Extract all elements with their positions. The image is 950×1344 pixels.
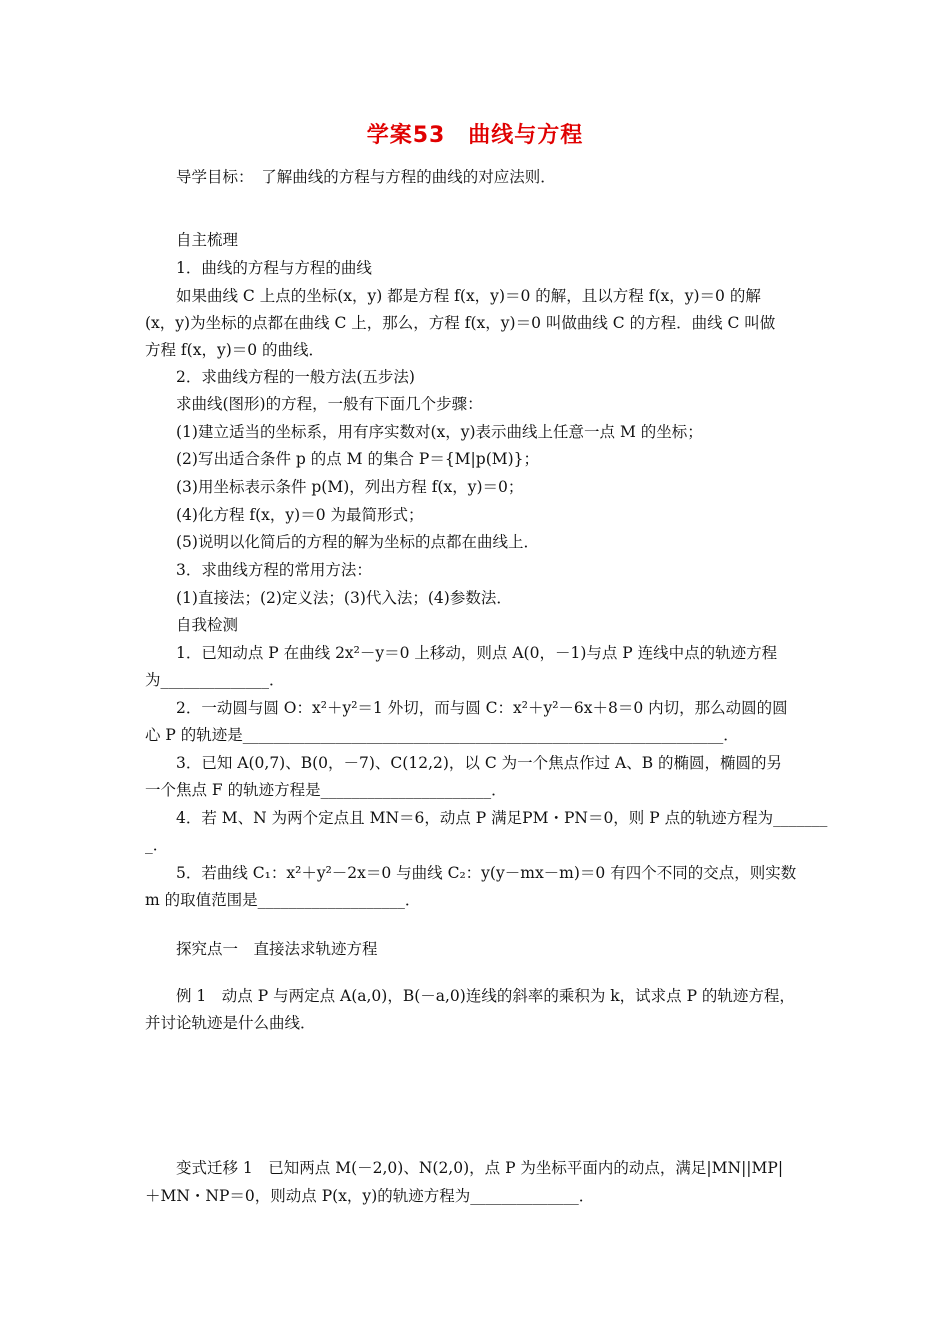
- step-item: (5)说明以化简后的方程的解为坐标的点都在曲线上．: [176, 533, 539, 551]
- exercise-item: 为______________．: [145, 671, 285, 689]
- step-item: (1)建立适当的坐标系，用有序实数对(x，y)表示曲线上任意一点 M 的坐标；: [176, 423, 703, 441]
- text-line: 求曲线(图形)的方程，一般有下面几个步骤：: [176, 395, 483, 413]
- objective-line: 导学目标： 了解曲线的方程与方程的曲线的对应法则．: [176, 168, 556, 186]
- exercise-item: m 的取值范围是___________________．: [145, 891, 421, 909]
- exercise-item: 5．若曲线 C₁：x²＋y²－2x＝0 与曲线 C₂：y(y－mx－m)＝0 有四个不同的交点，则实数: [176, 864, 797, 882]
- exercise-item: 心 P 的轨迹是______________________________________________________________．: [145, 726, 739, 744]
- variant-problem: ＋MN・NP＝0，则动点 P(x，y)的轨迹方程为______________．: [145, 1187, 595, 1205]
- section-heading: 探究点一 直接法求轨迹方程: [176, 940, 378, 958]
- text-line: (1)直接法；(2)定义法；(3)代入法；(4)参数法．: [176, 589, 512, 607]
- example-problem: 并讨论轨迹是什么曲线．: [145, 1014, 316, 1032]
- exercise-item: 2．一动圆与圆 O：x²＋y²＝1 外切，而与圆 C：x²＋y²－6x＋8＝0 内切，那么动圆的圆: [176, 699, 788, 717]
- text-line: (x，y)为坐标的点都在曲线 C 上，那么，方程 f(x，y)＝0 叫做曲线 C 的方程．曲线 C 叫做: [145, 314, 776, 332]
- subsection-heading: 1．曲线的方程与方程的曲线: [176, 259, 372, 277]
- page-title: 学案53 曲线与方程: [366, 123, 584, 148]
- exercise-item: 3．已知 A(0,7)、B(0，－7)、C(12,2)，以 C 为一个焦点作过 A、B 的椭圆，椭圆的另: [176, 754, 783, 772]
- subsection-heading: 2．求曲线方程的一般方法(五步法): [176, 368, 415, 386]
- subsection-heading: 3．求曲线方程的常用方法：: [176, 561, 372, 579]
- step-item: (3)用坐标表示条件 p(M)，列出方程 f(x，y)＝0；: [176, 478, 524, 496]
- example-problem: 例 1 动点 P 与两定点 A(a,0)，B(－a,0)连线的斜率的乘积为 k，试求点 P 的轨迹方程，: [176, 987, 795, 1005]
- exercise-item: 一个焦点 F 的轨迹方程是______________________．: [145, 781, 507, 799]
- exercise-item: 4．若 M、N 为两个定点且 MN＝6，动点 P 满足PM・PN＝0，则 P 点的轨迹方程为_______: [176, 809, 828, 827]
- text-line: 方程 f(x，y)＝0 的曲线．: [145, 341, 325, 359]
- step-item: (2)写出适合条件 p 的点 M 的集合 P＝{M|p(M)}；: [176, 450, 540, 468]
- step-item: (4)化方程 f(x，y)＝0 为最简形式；: [176, 506, 424, 524]
- exercise-item: _．: [145, 836, 169, 854]
- exercise-item: 1．已知动点 P 在曲线 2x²－y＝0 上移动，则点 A(0，－1)与点 P 连线中点的轨迹方程: [176, 644, 778, 662]
- section-heading: 自我检测: [176, 616, 239, 634]
- section-heading: 自主梳理: [176, 231, 239, 249]
- text-line: 如果曲线 C 上点的坐标(x，y) 都是方程 f(x，y)＝0 的解，且以方程 f(x，y)＝0 的解: [176, 287, 761, 305]
- variant-problem: 变式迁移 1 已知两点 M(－2,0)、N(2,0)，点 P 为坐标平面内的动点，满足|MN||MP|: [176, 1159, 784, 1177]
